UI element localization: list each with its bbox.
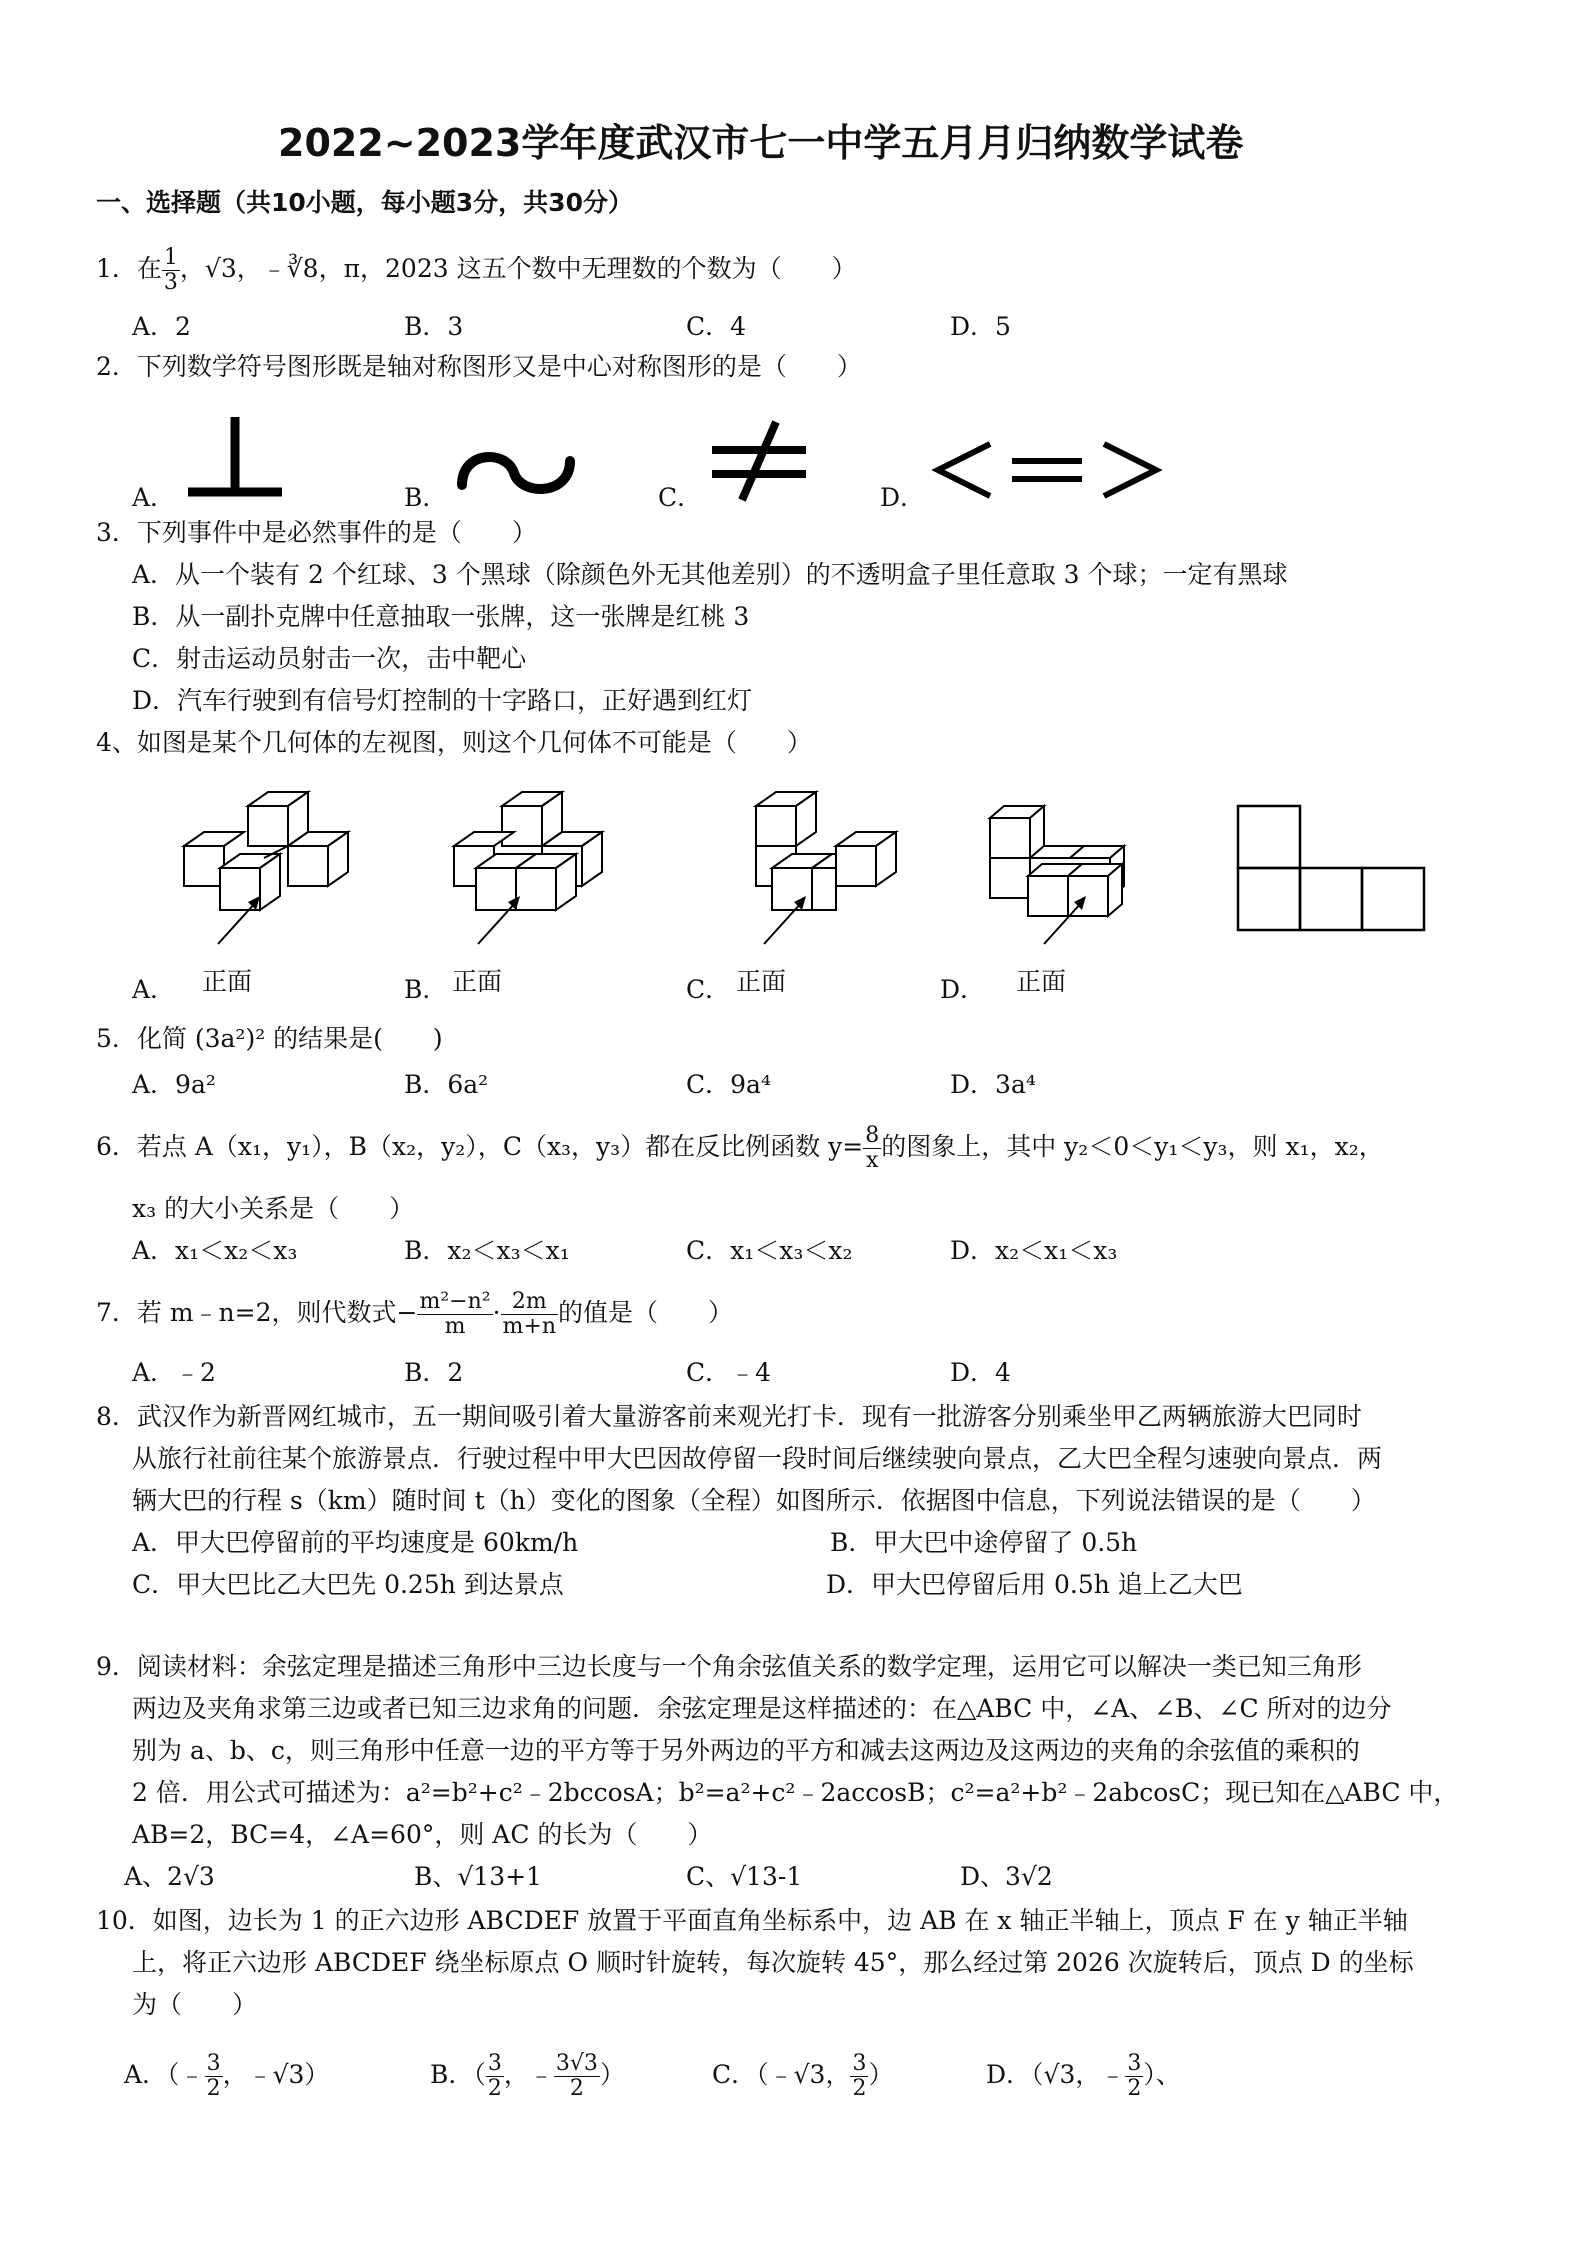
q6-option-d: D．x₂＜x₁＜x₃ [950, 1236, 1118, 1265]
q6-option-a: A．x₁＜x₂＜x₃ [132, 1236, 298, 1265]
q6-option-b: B．x₂＜x₃＜x₁ [404, 1236, 570, 1265]
q1-option-a: A．2 [132, 312, 191, 341]
front-arrow-icon [210, 890, 270, 950]
page-title: 2022~2023学年度武汉市七一中学五月月归纳数学试卷 [278, 121, 1244, 165]
q8-option-b: B．甲大巴中途停留了 0.5h [830, 1528, 1138, 1557]
q8-line3: 辆大巴的行程 s（km）随时间 t（h）变化的图象（全程）如图所示．依据图中信息，下列说法错误的是（ ） [132, 1486, 1376, 1515]
front-arrow-icon [1036, 890, 1096, 950]
q9-line5: AB=2，BC=4，∠A=60°，则 AC 的长为（ ） [132, 1820, 713, 1849]
q1-pre: 1．在 [96, 254, 162, 283]
q9-line1: 9．阅读材料：余弦定理是描述三角形中三边长度与一个角余弦值关系的数学定理，运用它可以解决一类已知三角形 [96, 1652, 1362, 1681]
q9-line2: 两边及夹角求第三边或者已知三边求角的问题．余弦定理是这样描述的：在△ABC 中，∠A、∠B、∠C 所对的边分 [132, 1694, 1392, 1723]
q9-option-a: A、2√3 [124, 1862, 215, 1891]
question-2: 2．下列数学符号图形既是轴对称图形又是中心对称图形的是（ ） [96, 352, 862, 381]
q7-fraction-2: $\frac{2m}{m+n}$ [502, 1289, 556, 1339]
q10-option-b: B．（ $\frac{3}{2}$ ，﹣ $\frac{3√3}{2}$ ） [430, 2051, 625, 2101]
q10-line1: 10．如图，边长为 1 的正六边形 ABCDEF 放置于平面直角坐标系中，边 AB 在 x 轴正半轴上，顶点 F 在 y 轴正半轴 [96, 1906, 1408, 1935]
q8-line1: 8．武汉作为新晋网红城市，五一期间吸引着大量游客前来观光打卡．现有一批游客分别乘坐甲乙两辆旅游大巴同时 [96, 1402, 1362, 1431]
q6-line2: x₃ 的大小关系是（ ） [132, 1194, 415, 1223]
q5-option-b: B．6a² [404, 1070, 489, 1099]
q1-option-d: D．5 [950, 312, 1011, 341]
q1-fraction: $\frac{1}{3}$ [163, 245, 178, 295]
q10-line2: 上，将正六边形 ABCDEF 绕坐标原点 O 顺时针旋转，每次旋转 45°，那么经过第 2026 次旋转后，顶点 D 的坐标 [132, 1948, 1414, 1977]
q9-option-d: D、3√2 [960, 1862, 1053, 1891]
q6-option-c: C．x₁＜x₃＜x₂ [686, 1236, 853, 1265]
q8-option-c: C．甲大巴比乙大巴先 0.25h 到达景点 [132, 1570, 564, 1599]
q3-option-c: C．射击运动员射击一次，击中靶心 [132, 644, 527, 673]
question-4: 4、如图是某个几何体的左视图，则这个几何体不可能是（ ） [96, 728, 812, 757]
q4-front-label-a: 正面 [202, 967, 253, 996]
q7-option-b: B．2 [404, 1358, 464, 1387]
question-5: 5．化简 (3a²)² 的结果是( ) [96, 1024, 443, 1053]
q1-rest: ，√3，﹣∛8，π，2023 这五个数中无理数的个数为（ ） [179, 254, 857, 283]
question-7: 7．若 m﹣n=2，则代数式− $\frac{\text{m²−n²}}{m}$ · $\frac{2m}{m+n}$ 的值是（ ） [96, 1289, 734, 1339]
q7-option-d: D．4 [950, 1358, 1011, 1387]
q9-option-b: B、√13+1 [414, 1862, 542, 1891]
q5-option-d: D．3a⁴ [950, 1070, 1036, 1099]
solid-figure-a [180, 786, 360, 926]
q4-label-b: B． [404, 975, 448, 1004]
q10-option-a: A．（﹣ $\frac{3}{2}$ ，﹣√3） [124, 2051, 330, 2101]
q4-front-label-d: 正面 [1016, 967, 1067, 996]
q4-label-d: D． [940, 975, 986, 1004]
q4-front-label-c: 正面 [736, 967, 787, 996]
q2-label-c: C． [658, 483, 703, 512]
similar-symbol-icon [452, 440, 580, 506]
front-arrow-icon [470, 890, 530, 950]
question-1 [96, 246, 857, 295]
q5-option-c: C．9a⁴ [686, 1070, 771, 1099]
section-heading: 一、选择题（共10小题，每小题3分，共30分） [96, 188, 633, 217]
q9-line4: 2 倍．用公式可描述为：a²=b²+c²﹣2bccosA；b²=a²+c²﹣2accosB；c²=a²+b²﹣2abcosC；现已知在△ABC 中， [132, 1778, 1459, 1807]
q10-option-c: C．（﹣√3， $\frac{3}{2}$ ） [712, 2051, 894, 2101]
q1-option-c: C．4 [686, 312, 747, 341]
question-3: 3．下列事件中是必然事件的是（ ） [96, 518, 537, 547]
front-arrow-icon [756, 890, 816, 950]
q2-label-a: A． [132, 483, 176, 512]
q4-label-a: A． [132, 975, 176, 1004]
left-view-figure [1236, 804, 1432, 932]
double-arrow-symbol-icon [932, 438, 1162, 502]
q6-fraction: $\frac{8}{x}$ [865, 1123, 880, 1173]
not-equal-symbol-icon [706, 418, 812, 502]
perpendicular-symbol-icon [180, 412, 290, 502]
q7-fraction-1: $\frac{\text{m²−n²}}{m}$ [419, 1289, 491, 1339]
q8-line2: 从旅行社前往某个旅游景点．行驶过程中甲大巴因故停留一段时间后继续驶向景点，乙大巴全程匀速驶向景点．两 [132, 1444, 1383, 1473]
q3-option-b: B．从一副扑克牌中任意抽取一张牌，这一张牌是红桃 3 [132, 602, 750, 631]
q8-option-a: A．甲大巴停留前的平均速度是 60km/h [132, 1528, 579, 1557]
q9-line3: 别为 a、b、c，则三角形中任意一边的平方等于另外两边的平方和减去这两边及这两边的夹角的余弦值的乘积的 [132, 1736, 1360, 1765]
q7-option-c: C．﹣4 [686, 1358, 772, 1387]
q2-label-d: D． [880, 483, 926, 512]
q8-option-d: D．甲大巴停留后用 0.5h 追上乙大巴 [826, 1570, 1243, 1599]
q7-option-a: A．﹣2 [132, 1358, 216, 1387]
q10-line3: 为（ ） [132, 1990, 258, 2019]
question-6: 6．若点 A（x₁，y₁），B（x₂，y₂），C（x₃，y₃）都在反比例函数 y= $\frac{8}{x}$ 的图象上，其中 y₂＜0＜y₁＜y₃，则 x₁，x₂， [96, 1123, 1384, 1173]
q9-option-c: C、√13-1 [686, 1862, 803, 1891]
q4-label-c: C． [686, 975, 731, 1004]
q4-front-label-b: 正面 [452, 967, 503, 996]
q3-option-d: D．汽车行驶到有信号灯控制的十字路口，正好遇到红灯 [132, 686, 753, 715]
q5-option-a: A．9a² [132, 1070, 216, 1099]
q2-label-b: B． [404, 483, 448, 512]
q10-option-d: D．（√3，﹣ $\frac{3}{2}$ ）、 [986, 2051, 1181, 2101]
q1-option-b: B．3 [404, 312, 464, 341]
q3-option-a: A．从一个装有 2 个红球、3 个黑球（除颜色外无其他差别）的不透明盒子里任意取 3 个球；一定有黑球 [132, 560, 1288, 589]
